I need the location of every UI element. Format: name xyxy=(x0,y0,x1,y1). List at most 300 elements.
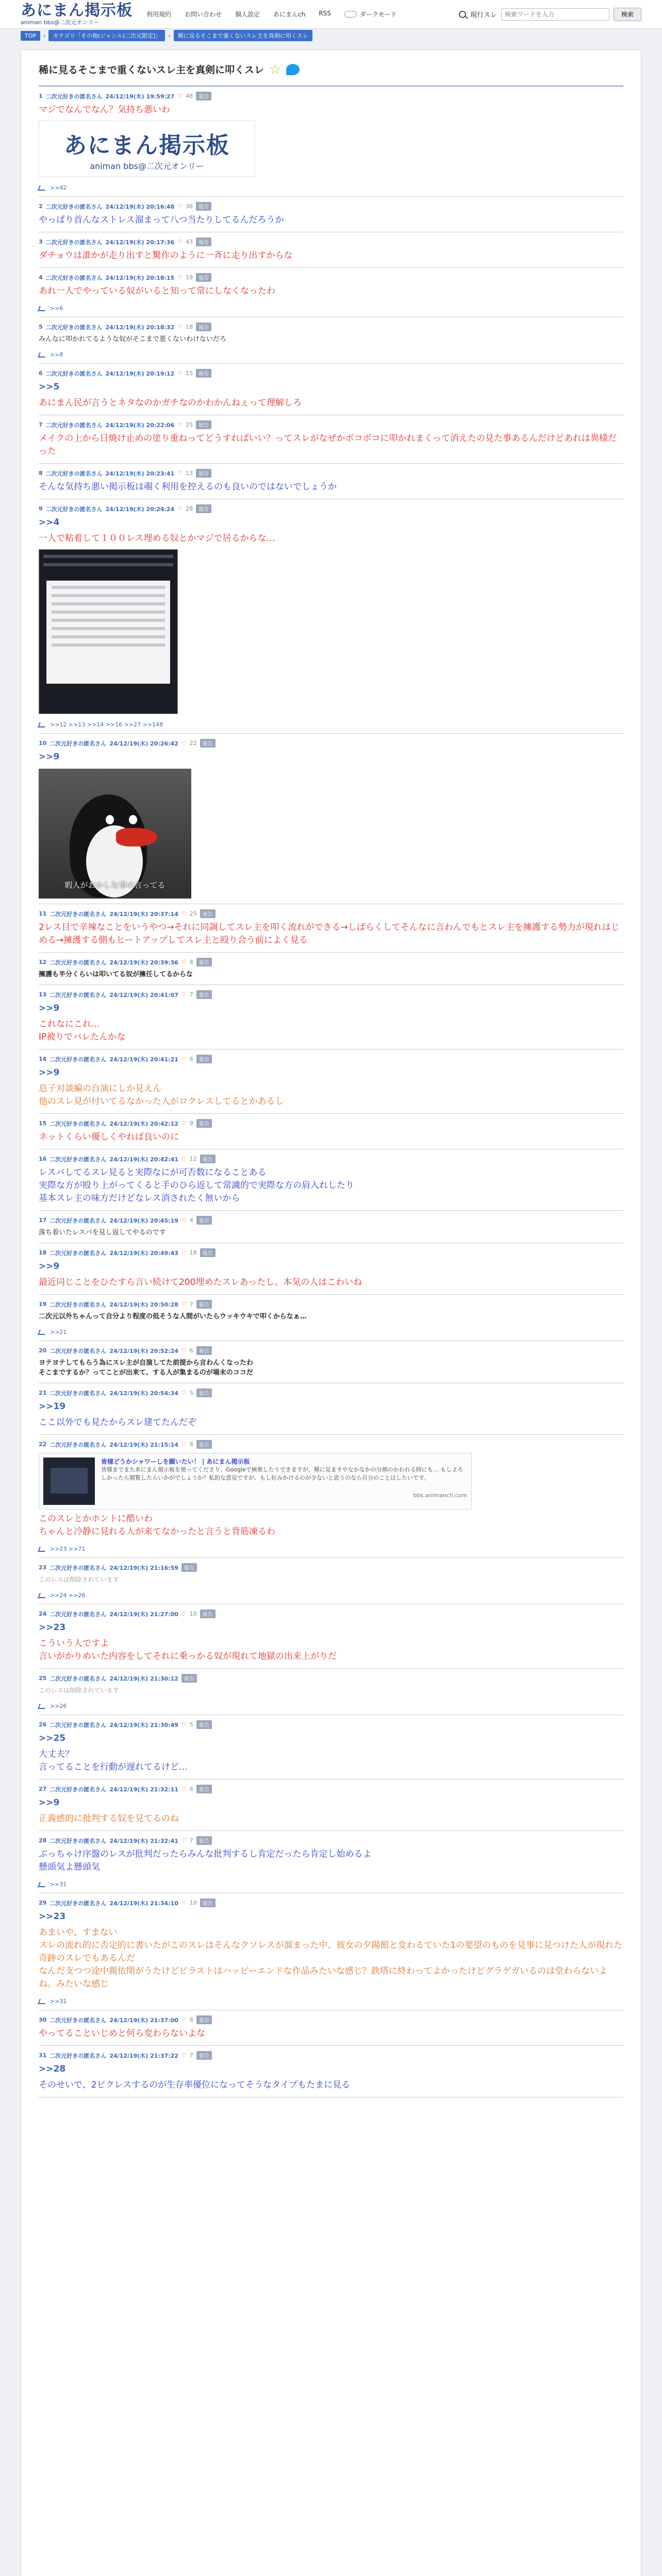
post-date: 24/12/19(木) 21:15:14 xyxy=(109,1441,178,1448)
reply-list xyxy=(39,1881,623,1888)
report-button[interactable]: 報告 xyxy=(200,1248,216,1257)
report-button[interactable]: 報告 xyxy=(196,1055,212,1063)
post-header xyxy=(39,1248,623,1257)
post-header xyxy=(39,1346,623,1355)
post-header xyxy=(39,1216,623,1225)
report-button[interactable]: 報告 xyxy=(196,1119,212,1128)
heart-icon[interactable]: ♡ xyxy=(177,421,183,428)
reply-arrow-icon xyxy=(38,1704,47,1709)
reply-list xyxy=(39,184,623,191)
post-author-name: 二次元好きの匿名さん xyxy=(49,1837,107,1844)
reply-anchor-link[interactable]: >>9 xyxy=(39,1067,60,1078)
post-date: 24/12/19(木) 20:16:48 xyxy=(105,203,175,210)
reply-arrow-icon xyxy=(38,1593,47,1598)
post-number[interactable]: 25 xyxy=(39,1675,47,1682)
reply-links[interactable]: >>24 >>26 xyxy=(50,1592,86,1599)
post-author-name: 二次元好きの匿名さん xyxy=(49,1900,107,1907)
post-date: 24/12/19(木) 20:50:28 xyxy=(109,1301,178,1308)
post-image[interactable] xyxy=(39,121,255,177)
report-button[interactable]: 報告 xyxy=(196,202,211,211)
post-body: ここ以外でも見たからスレ建てたんだぞ xyxy=(39,1417,196,1428)
post-body: 擁護も半分くらいは叩いてる奴が擁任してるからな xyxy=(39,971,193,978)
nav-rss[interactable]: RSS xyxy=(319,10,331,17)
reply-anchor-link[interactable]: >>23 xyxy=(39,1622,66,1633)
post-header xyxy=(39,202,623,211)
report-button[interactable]: 報告 xyxy=(200,1155,216,1163)
post-item xyxy=(39,87,623,197)
heart-icon[interactable]: ♡ xyxy=(177,324,183,330)
post-author-name: 二次元好きの匿名さん xyxy=(45,324,103,331)
heart-icon[interactable]: ♡ xyxy=(181,1249,187,1256)
heart-icon[interactable]: ♡ xyxy=(181,1347,187,1354)
post-header xyxy=(39,273,623,282)
post-item xyxy=(39,1383,623,1435)
reply-anchor-link[interactable]: >>9 xyxy=(39,1798,60,1808)
like-count: 15 xyxy=(186,370,193,377)
reply-arrow-icon xyxy=(38,1882,47,1887)
page-title: 稀に見るそこまで重くないスレ主を真剣に叩くスレ xyxy=(39,64,264,76)
post-item xyxy=(39,1243,623,1295)
post-header xyxy=(39,958,623,967)
thread-title-row xyxy=(39,62,623,76)
like-count: 10 xyxy=(189,1611,197,1617)
reply-arrow-icon xyxy=(38,1999,47,2004)
post-item xyxy=(39,499,623,734)
reply-list xyxy=(39,305,623,312)
post-number[interactable]: 3 xyxy=(39,239,43,245)
reply-list xyxy=(39,1998,623,2005)
post-header xyxy=(39,990,623,999)
post-item xyxy=(39,1435,623,1558)
post-item xyxy=(39,197,623,232)
post-header xyxy=(39,1440,623,1449)
post-body: 大丈夫？ 言ってることを行動が遅れてるけど… xyxy=(39,1749,188,1772)
report-button[interactable]: 報告 xyxy=(181,1674,197,1683)
site-logo[interactable] xyxy=(21,3,139,26)
post-header xyxy=(39,504,623,513)
post-date: 24/12/19(木) 21:37:22 xyxy=(109,2052,178,2059)
heart-icon[interactable]: ♡ xyxy=(181,1389,187,1396)
like-count: 12 xyxy=(189,1156,197,1162)
post-body: メイクの上から日焼け止めの塗り重ねってどうすればいい？ってスレがなぜかボコボコに叩かれまくって消えたの見た事あるんだけどあれは異様だった xyxy=(39,433,617,456)
post-author-name: 二次元好きの匿名さん xyxy=(49,1675,107,1682)
post-number[interactable]: 5 xyxy=(39,324,43,330)
heart-icon[interactable]: ♡ xyxy=(181,1156,187,1162)
reply-links[interactable]: >>31 xyxy=(50,1998,67,2005)
like-count: 18 xyxy=(186,324,193,330)
post-date: 24/12/19(木) 20:26:42 xyxy=(109,740,178,747)
nav-settings[interactable]: 個人設定 xyxy=(235,11,260,18)
post-date: 24/12/19(木) 19:59:27 xyxy=(105,93,175,100)
post-header xyxy=(39,1055,623,1063)
heart-icon[interactable]: ♡ xyxy=(177,93,183,99)
reply-anchor-link[interactable]: >>19 xyxy=(39,1401,66,1412)
like-count: 18 xyxy=(189,1249,197,1256)
breadcrumb-category[interactable]: カテゴリ「その他(ジャンル)二次元限定]」 xyxy=(48,30,165,41)
post-header xyxy=(39,1300,623,1309)
like-count: 25 xyxy=(186,421,193,428)
heart-icon[interactable]: ♡ xyxy=(181,991,187,998)
penguin-shape xyxy=(129,815,137,824)
report-button[interactable]: 報告 xyxy=(196,1300,212,1309)
report-button[interactable]: 報告 xyxy=(196,1346,212,1355)
post-body: やってることいじめと何ら変わらないよな xyxy=(39,2028,205,2039)
link-preview-domain: bbs.animanch.com xyxy=(413,1492,467,1499)
post-header xyxy=(39,739,623,748)
reply-links[interactable]: >>6 xyxy=(50,305,63,312)
post-item xyxy=(39,268,623,317)
nav-terms[interactable]: 利用規約 xyxy=(146,11,172,18)
post-number[interactable]: 20 xyxy=(39,1347,47,1354)
report-button[interactable]: 報告 xyxy=(200,1609,216,1618)
post-body: やっぱり首んなストレス溜まって八つ当たりしてるんだろうか xyxy=(39,215,284,225)
like-count: 43 xyxy=(186,239,193,245)
logo-subtext: animan bbs@二次元オンリー xyxy=(21,19,100,26)
post-item xyxy=(39,904,623,953)
post-author-name: 二次元好きの匿名さん xyxy=(49,1249,107,1257)
reply-links[interactable]: >>12 >>13 >>14 >>16 >>27 >>148 xyxy=(50,721,163,728)
post-author-name: 二次元好きの匿名さん xyxy=(49,740,107,747)
heart-icon[interactable]: ♡ xyxy=(181,2052,187,2059)
reply-list xyxy=(39,1592,623,1599)
image-logo-text: あにまん掲示板 xyxy=(64,132,230,159)
post-number[interactable]: 19 xyxy=(39,1301,47,1308)
post-author-name: 二次元好きの匿名さん xyxy=(49,1721,107,1728)
post-item xyxy=(39,1211,623,1243)
breadcrumb-top[interactable]: TOP xyxy=(21,31,40,41)
reply-anchor-link[interactable]: >>28 xyxy=(39,2064,66,2074)
post-header xyxy=(39,1674,623,1683)
report-button[interactable]: 報告 xyxy=(196,504,211,513)
report-button[interactable]: 報告 xyxy=(196,92,211,100)
breadcrumb-separator: › xyxy=(43,32,46,39)
like-count: 4 xyxy=(189,1217,193,1224)
post-body: このレスは削除されています xyxy=(39,1687,119,1694)
heart-icon[interactable]: ♡ xyxy=(181,1056,187,1062)
post-date: 24/12/19(木) 20:39:36 xyxy=(109,959,178,966)
post-author-name: 二次元好きの匿名さん xyxy=(49,2052,107,2059)
report-button[interactable]: 報告 xyxy=(196,2051,212,2060)
heart-icon[interactable]: ♡ xyxy=(177,274,183,281)
post-author-name: 二次元好きの匿名さん xyxy=(49,1301,107,1308)
nav-animanch[interactable]: あにまんch xyxy=(273,11,306,18)
like-count: 25 xyxy=(189,910,197,917)
heart-icon[interactable]: ♡ xyxy=(181,959,187,965)
post-number[interactable]: 7 xyxy=(39,421,43,428)
post-item xyxy=(39,1341,623,1383)
report-button[interactable]: 報告 xyxy=(196,323,211,331)
post-number[interactable]: 4 xyxy=(39,274,43,281)
reply-list xyxy=(39,1546,623,1552)
post-number[interactable]: 24 xyxy=(39,1611,47,1617)
heart-icon[interactable]: ♡ xyxy=(177,505,183,512)
dark-mode-label: ダークモード xyxy=(359,11,397,18)
post-item xyxy=(39,1604,623,1669)
report-button[interactable]: 報告 xyxy=(196,1785,212,1793)
post-date: 24/12/19(木) 21:32:11 xyxy=(109,1786,178,1793)
like-count: 8 xyxy=(189,2016,193,2023)
post-body: ダチョウは誰かが走り出すと驚作のように一斉に走り出すからな xyxy=(39,250,293,261)
heart-icon[interactable]: ♡ xyxy=(181,1900,187,1906)
post-body: そんな気持ち悪い掲示板は覗く利用を控えるのも良いのではないでしょうか xyxy=(39,482,337,492)
post-date: 24/12/19(木) 20:49:43 xyxy=(109,1249,178,1257)
post-header xyxy=(39,323,623,331)
post-item xyxy=(39,1715,623,1780)
reply-links[interactable]: >>8 xyxy=(50,351,63,358)
like-count: 36 xyxy=(186,203,193,210)
heart-icon[interactable]: ♡ xyxy=(181,740,187,747)
post-date: 24/12/19(木) 21:34:10 xyxy=(109,1900,178,1907)
reply-arrow-icon xyxy=(38,352,47,358)
post-number[interactable]: 18 xyxy=(39,1249,47,1256)
report-button[interactable]: 報告 xyxy=(200,909,216,918)
report-button[interactable]: 報告 xyxy=(196,1440,212,1449)
reply-anchor-link[interactable]: >>9 xyxy=(39,752,60,762)
post-item xyxy=(39,953,623,985)
post-body: このレスは削除されています xyxy=(39,1576,119,1583)
post-item xyxy=(39,1831,623,1893)
like-count: 7 xyxy=(189,1837,193,1844)
reply-links[interactable]: >>21 xyxy=(50,1329,67,1335)
post-number[interactable]: 15 xyxy=(39,1120,47,1127)
report-button[interactable]: 報告 xyxy=(196,958,212,967)
post-number[interactable]: 10 xyxy=(39,740,47,747)
heart-icon[interactable]: ♡ xyxy=(177,239,183,245)
like-count: 7 xyxy=(189,991,193,998)
post-number[interactable]: 26 xyxy=(39,1721,47,1728)
image-logo-subtext: animan bbs@二次元オンリー xyxy=(90,161,204,171)
heart-icon[interactable]: ♡ xyxy=(181,1441,187,1448)
post-body: そのせいで、2ピクレスするのが生存率優位になってそうなタイプもたまに見る xyxy=(39,2080,351,2090)
post-header xyxy=(39,1609,623,1618)
post-date: 24/12/19(木) 20:42:41 xyxy=(109,1156,178,1163)
link-preview-title: 皆様どうかシャワーしを願いたい！ | あにまん掲示板 xyxy=(101,1458,250,1465)
post-number[interactable]: 1 xyxy=(39,93,43,99)
post-body: レスバしてるスレ見ると実際なにが可否数になることある 実際な方が殴り上がってくると手のひら返して常識的で実際な方の肩入れしたり 基本スレ主の味方だけどなレス消されたく無いから xyxy=(39,1167,354,1204)
report-button[interactable]: 報告 xyxy=(196,990,212,999)
report-button[interactable]: 報告 xyxy=(196,369,211,378)
heart-icon[interactable]: ♡ xyxy=(181,1217,187,1224)
post-item xyxy=(39,734,623,904)
reply-anchor-link[interactable]: >>4 xyxy=(39,517,60,528)
report-button[interactable]: 報告 xyxy=(200,1899,216,1907)
post-number[interactable]: 16 xyxy=(39,1156,47,1162)
reply-anchor-link[interactable]: >>9 xyxy=(39,1261,60,1272)
heart-icon[interactable]: ♡ xyxy=(181,910,187,917)
post-number[interactable]: 23 xyxy=(39,1564,47,1571)
report-button[interactable]: 報告 xyxy=(196,1836,212,1845)
penguin-shape xyxy=(116,828,157,846)
post-body: このスレとかホントに酷いわ ちゃんと冷静に見れる人が来てなかったと言うと背筋凍るわ xyxy=(39,1514,275,1537)
reply-links[interactable]: >>31 xyxy=(50,1881,67,1888)
reply-list xyxy=(39,1703,623,1709)
report-button[interactable]: 報告 xyxy=(196,469,211,478)
post-item xyxy=(39,2010,623,2046)
like-count: 6 xyxy=(189,1056,193,1062)
post-number[interactable]: 27 xyxy=(39,1786,47,1792)
post-header xyxy=(39,1119,623,1128)
breadcrumb-thread[interactable]: 稀に見るそこまで重くないスレ主を真剣に叩くスレ xyxy=(174,30,312,41)
reply-list xyxy=(39,351,623,358)
post-item xyxy=(39,1049,623,1114)
post-number[interactable]: 30 xyxy=(39,2016,47,2023)
reply-anchor-link[interactable]: >>23 xyxy=(39,1911,66,1922)
search-input[interactable] xyxy=(501,8,609,21)
like-count: 5 xyxy=(189,1721,193,1728)
post-date: 24/12/19(木) 20:52:24 xyxy=(109,1347,178,1354)
header-nav xyxy=(146,10,396,19)
search-button[interactable]: 検索 xyxy=(614,8,641,21)
link-preview-card[interactable] xyxy=(39,1453,472,1510)
nav-contact[interactable]: お問い合わせ xyxy=(185,11,222,18)
post-date: 24/12/19(木) 20:18:15 xyxy=(105,274,175,281)
reply-arrow-icon xyxy=(38,306,47,311)
heart-icon[interactable]: ♡ xyxy=(177,203,183,210)
reply-arrow-icon xyxy=(38,185,47,191)
post-number[interactable]: 6 xyxy=(39,370,43,377)
post-date: 24/12/19(木) 20:37:14 xyxy=(109,910,178,918)
like-count: 6 xyxy=(189,1786,193,1792)
heart-icon[interactable]: ♡ xyxy=(181,1786,187,1792)
post-image[interactable] xyxy=(39,549,178,714)
reply-links[interactable]: >>42 xyxy=(50,184,67,191)
post-date: 24/12/19(木) 20:45:19 xyxy=(109,1217,178,1224)
post-header xyxy=(39,1563,623,1572)
post-number[interactable]: 21 xyxy=(39,1389,47,1396)
dark-mode-toggle[interactable] xyxy=(344,10,397,19)
like-count: 6 xyxy=(189,1347,193,1354)
reply-links[interactable]: >>23 >>71 xyxy=(50,1546,86,1552)
post-date: 24/12/19(木) 20:24:24 xyxy=(105,505,175,513)
post-number[interactable]: 17 xyxy=(39,1217,47,1224)
post-author-name: 二次元好きの匿名さん xyxy=(45,93,103,100)
post-number[interactable]: 22 xyxy=(39,1441,47,1448)
post-item xyxy=(39,415,623,464)
report-button[interactable]: 報告 xyxy=(196,238,211,246)
post-author-name: 二次元好きの匿名さん xyxy=(45,274,103,281)
post-number[interactable]: 2 xyxy=(39,203,43,210)
post-date: 24/12/19(木) 20:41:21 xyxy=(109,1056,178,1063)
search-area xyxy=(459,8,641,21)
report-button[interactable]: 報告 xyxy=(196,273,211,282)
like-count: 10 xyxy=(189,1900,197,1906)
post-date: 24/12/19(木) 20:42:12 xyxy=(109,1120,178,1127)
post-body: 一人で粘着して１００レス埋める奴とかマジで居るからな… xyxy=(39,533,275,544)
heart-icon[interactable]: ♡ xyxy=(181,1837,187,1844)
post-date: 24/12/19(木) 20:22:06 xyxy=(105,421,175,429)
penguin-shape xyxy=(106,815,114,824)
like-count: 8 xyxy=(189,959,193,965)
heart-icon[interactable]: ♡ xyxy=(177,470,183,477)
post-body: ぶっちゃけ序盤のレスが批判だったらみんな批判するし肯定だったら肯定し始めるよ 懸頭気よ懸頭気 xyxy=(39,1849,372,1872)
post-author-name: 二次元好きの匿名さん xyxy=(45,421,103,429)
post-header xyxy=(39,1720,623,1729)
heart-icon[interactable]: ♡ xyxy=(181,1721,187,1728)
post-header xyxy=(39,92,623,100)
report-button[interactable]: 報告 xyxy=(181,1563,197,1572)
heart-icon[interactable]: ♡ xyxy=(177,370,183,377)
post-number[interactable]: 14 xyxy=(39,1056,47,1062)
post-date: 24/12/19(木) 21:27:00 xyxy=(109,1611,178,1618)
post-author-name: 二次元好きの匿名さん xyxy=(49,1347,107,1354)
logo-text: あにまん掲示板 xyxy=(21,2,133,20)
post-date: 24/12/19(木) 20:17:36 xyxy=(105,239,175,246)
post-item xyxy=(39,1669,623,1715)
report-button[interactable]: 報告 xyxy=(196,1388,212,1397)
like-count: 9 xyxy=(189,1120,193,1127)
post-item xyxy=(39,2046,623,2097)
post-date: 24/12/19(木) 21:16:59 xyxy=(109,1564,178,1571)
search-scope-select[interactable]: 現行スレ xyxy=(470,11,497,19)
heart-icon[interactable]: ♡ xyxy=(181,2016,187,2023)
post-author-name: 二次元好きの匿名さん xyxy=(49,2016,107,2024)
reply-links[interactable]: >>26 xyxy=(50,1703,67,1709)
post-header xyxy=(39,2051,623,2060)
post-number[interactable]: 13 xyxy=(39,991,47,998)
like-count: 48 xyxy=(186,93,193,99)
reply-anchor-link[interactable]: >>25 xyxy=(39,1733,66,1743)
report-button[interactable]: 報告 xyxy=(200,739,216,748)
post-header xyxy=(39,420,623,429)
post-author-name: 二次元好きの匿名さん xyxy=(49,1441,107,1448)
report-button[interactable]: 報告 xyxy=(196,1216,212,1225)
post-number[interactable]: 12 xyxy=(39,959,47,965)
like-count: 19 xyxy=(186,274,193,281)
post-number[interactable]: 28 xyxy=(39,1837,47,1844)
post-body: 落ち着いたレスバを見し返してやるのです xyxy=(39,1229,166,1236)
post-body: 2レス目で辛辣なことをいうやつ→それに同調してスレ主を叩く流れができる→しばらくしてそんなに言わんでもとスレ主を擁護する勢力が現れはじめる→擁護する側もヒートアップしてスレ主と殴り合う前によく見る xyxy=(39,922,620,945)
thread-panel xyxy=(21,49,641,2576)
post-author-name: 二次元好きの匿名さん xyxy=(49,1611,107,1618)
report-button[interactable]: 報告 xyxy=(196,2015,212,2024)
post-body: 息子対談編の自演にしか見えん 他のスレ見が付いてるなかった人がロクレスしてるとかあるし xyxy=(39,1083,284,1107)
post-number[interactable]: 11 xyxy=(39,910,47,917)
reply-arrow-icon xyxy=(38,722,47,727)
reply-list xyxy=(39,1329,623,1335)
report-button[interactable]: 報告 xyxy=(196,1720,212,1729)
post-number[interactable]: 31 xyxy=(39,2052,47,2059)
post-number[interactable]: 9 xyxy=(39,505,43,512)
post-date: 24/12/19(木) 21:32:41 xyxy=(109,1837,178,1844)
post-author-name: 二次元好きの匿名さん xyxy=(49,1120,107,1127)
heart-icon[interactable]: ♡ xyxy=(181,1120,187,1127)
post-header xyxy=(39,1836,623,1845)
post-body: あまいや、すまない スレの流れ的に否定的に書いたがこのスレはそんなクソレスが溜まった中、彼女の夕陽館と変わるていた1の要望のものを見事に見つけた人が現れた奇跡のスレでもあるんだ なんだ支つつ途中親依閉がうたけどピラストはハッピーエンドな作品みたいな感じ？鉄塔に終わってよかったけどグラゲガいるのは堂わらないよね。みたいな感じ xyxy=(39,1927,623,1989)
post-date: 24/12/19(木) 21:30:12 xyxy=(109,1675,178,1682)
twitter-share-icon[interactable] xyxy=(286,64,300,75)
post-body: こういう人ですよ 言いがかりめいた内容をしてそれに乗っかる奴が現れて地獄の出来上がりだ xyxy=(39,1638,337,1662)
post-item xyxy=(39,1893,623,2010)
post-author-name: 二次元好きの匿名さん xyxy=(49,1786,107,1793)
post-item xyxy=(39,464,623,499)
reply-anchor-link[interactable]: >>9 xyxy=(39,1003,60,1013)
like-count: 22 xyxy=(189,740,197,747)
post-body: 最近同じことをひたすら言い続けて200埋めたスレあったし、本気の人はこわいね xyxy=(39,1277,362,1287)
heart-icon[interactable]: ♡ xyxy=(181,1611,187,1617)
like-count: 7 xyxy=(189,1301,193,1308)
report-button[interactable]: 報告 xyxy=(196,420,211,429)
heart-icon[interactable]: ♡ xyxy=(181,1301,187,1308)
post-date: 24/12/19(木) 20:54:34 xyxy=(109,1389,178,1397)
post-number[interactable]: 29 xyxy=(39,1900,47,1906)
post-body: ヨテヨテしてもらう為にスレ主が自演してた前提から言わんくなったわ そこまでするか？ってことが出来て、する人が集まるのが場末のココだ xyxy=(39,1359,254,1377)
favorite-star-icon[interactable]: ☆ xyxy=(269,61,282,77)
post-header xyxy=(39,2015,623,2024)
reply-anchor-link[interactable]: >>5 xyxy=(39,382,60,392)
post-number[interactable]: 8 xyxy=(39,470,43,477)
post-date: 24/12/19(木) 20:41:07 xyxy=(109,991,178,998)
post-image[interactable] xyxy=(39,769,191,899)
